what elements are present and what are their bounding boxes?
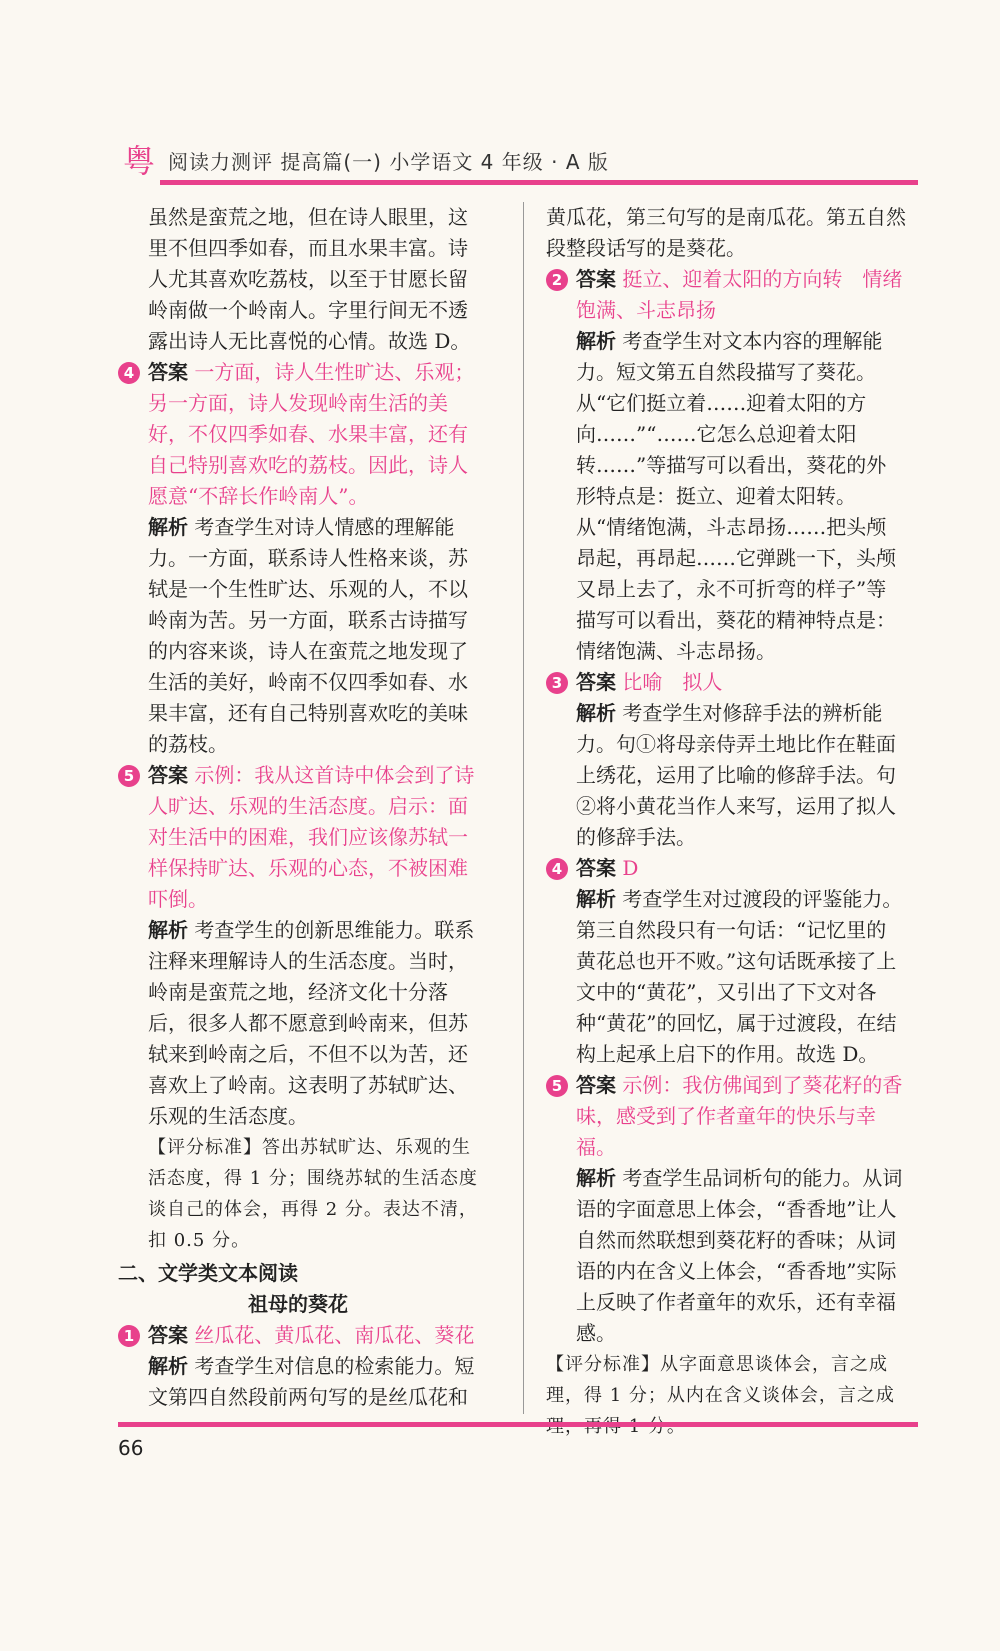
analysis-text: 考查学生对修辞手法的辨析能力。句①将母亲侍弄土地比作在鞋面上绣花，运用了比喻的修辞手法。句②将小黄花当作人来写，运用了拟人的修辞手法。 xyxy=(576,701,896,849)
answer-text: D xyxy=(616,856,639,880)
answer-item-2 xyxy=(546,264,906,667)
analysis-label: 解析 xyxy=(576,1166,616,1190)
analysis-label: 解析 xyxy=(576,329,616,353)
question-number: 5 xyxy=(546,1075,568,1097)
analysis-label: 解析 xyxy=(576,887,616,911)
analysis-label: 解析 xyxy=(576,701,616,725)
answer-text: 比喻 拟人 xyxy=(616,670,723,694)
right-column xyxy=(546,202,906,1442)
question-number: 3 xyxy=(546,672,568,694)
paragraph: 虽然是蛮荒之地，但在诗人眼里，这里不但四季如春，而且水果丰富。诗人尤其喜欢吃荔枝，以至于甘愿长留岭南做一个岭南人。字里行间无不透露出诗人无比喜悦的心情。故选 D。 xyxy=(148,205,471,353)
analysis-text: 考查学生对文本内容的理解能力。短文第五自然段描写了葵花。从“它们挺立着……迎着太阳的方向……”“……它怎么总迎着太阳转……”等描写可以看出，葵花的外形特点是：挺立、迎着太阳转。从“情绪饱满，斗志昂扬……把头颅昂起，再昂起……它弹跳一下，头颅又昂上去了，永不可折弯的样子”等描写可以看出，葵花的精神特点是：情绪饱满、斗志昂扬。 xyxy=(576,329,896,663)
answer-text: 示例：我从这首诗中体会到了诗人旷达、乐观的生活态度。启示：面对生活中的困难，我们应该像苏轼一样保持旷达、乐观的心态，不被困难吓倒。 xyxy=(148,763,475,911)
scoring-note: 【评分标准】从字面意思谈体会，言之成理，得 1 分；从内在含义谈体会，言之成 xyxy=(546,1354,895,1406)
answer-item-4 xyxy=(546,853,906,1070)
publisher-logo: 粤 xyxy=(122,142,155,180)
analysis-text: 考查学生的创新思维能力。联系注释来理解诗人的生活态度。当时，岭南是蛮荒之地，经济文化十分落后，很多人都不愿意到岭南来，但苏轼来到岭南之后，不但不以为苦，还喜欢上了岭南。这表明了苏轼旷达、乐观的生活态度。 xyxy=(148,918,475,1128)
page-header xyxy=(118,140,918,186)
answer-label: 答案 xyxy=(148,360,188,384)
answer-label: 答案 xyxy=(576,670,616,694)
header-title: 阅读力测评 提高篇(一) 小学语文 4 年级 · A 版 xyxy=(168,150,609,174)
analysis-text: 考查学生品词析句的能力。从词语的字面意思上体会，“香香地”让人自然而然联想到葵花籽的香味；从词语的内在含义上体会，“香香地”实际上反映了作者童年的欢乐，还有幸福感。 xyxy=(576,1166,903,1345)
analysis-label: 解析 xyxy=(148,515,188,539)
answer-label: 答案 xyxy=(576,1073,616,1097)
answer-item-3 xyxy=(546,667,906,853)
question-number: 4 xyxy=(546,858,568,880)
answer-item-1 xyxy=(118,1320,478,1413)
answer-text: 一方面，诗人生性旷达、乐观；另一方面，诗人发现岭南生活的美好，不仅四季如春、水果丰富，还有自己特别喜欢吃的荔枝。因此，诗人愿意“不辞长作岭南人”。 xyxy=(148,360,475,508)
answer-item-5 xyxy=(546,1070,906,1349)
analysis-text: 考查学生对诗人情感的理解能力。一方面，联系诗人性格来谈，苏轼是一个生性旷达、乐观的人，不以岭南为苦。另一方面，联系古诗描写的内容来谈，诗人在蛮荒之地发现了生活的美好，岭南不仅四季如春、水果丰富，还有自己特别喜欢吃的美味的荔枝。 xyxy=(148,515,468,756)
section-heading: 二、文学类文本阅读 xyxy=(118,1261,298,1285)
answer-text: 丝瓜花、黄瓜花、南瓜花、葵花 xyxy=(188,1323,475,1347)
analysis-text: 考查学生对信息的检索能力。短文第四自然段前两句写的是丝瓜花和 xyxy=(148,1354,475,1409)
answer-item-5 xyxy=(118,760,478,1256)
answer-label: 答案 xyxy=(576,267,616,291)
question-number: 1 xyxy=(118,1325,140,1347)
paragraph: 黄瓜花，第三句写的是南瓜花。第五自然段整段话写的是葵花。 xyxy=(546,205,906,260)
analysis-text: 考查学生对过渡段的评鉴能力。第三自然段只有一句话：“记忆里的黄花总也开不败。”这句话既承接了上文中的“黄花”，又引出了下文对各种“黄花”的回忆，属于过渡段，在结构上起承上启下的作用。故选 D。 xyxy=(576,887,903,1066)
left-column xyxy=(118,202,478,1413)
scoring-note: 【评分标准】答出苏轼旷达、乐观的生活态度，得 1 分；围绕苏轼的生活态度谈自己的体会，再得 2 分。表达不清，扣 0.5 分。 xyxy=(148,1137,478,1251)
page-number: 66 xyxy=(118,1436,144,1460)
answer-label: 答案 xyxy=(148,763,188,787)
footer-rule xyxy=(118,1422,918,1427)
answer-item-4 xyxy=(118,357,478,760)
answer-label: 答案 xyxy=(148,1323,188,1347)
question-number: 4 xyxy=(118,362,140,384)
analysis-label: 解析 xyxy=(148,1354,188,1378)
answer-text: 示例：我仿佛闻到了葵花籽的香味，感受到了作者童年的快乐与幸福。 xyxy=(576,1073,903,1159)
question-number: 2 xyxy=(546,269,568,291)
question-number: 5 xyxy=(118,765,140,787)
answer-label: 答案 xyxy=(576,856,616,880)
passage-title: 祖母的葵花 xyxy=(248,1292,348,1316)
column-divider xyxy=(523,202,524,1414)
header-rule xyxy=(160,180,918,185)
analysis-label: 解析 xyxy=(148,918,188,942)
answer-text: 挺立、迎着太阳的方向转 情绪饱满、斗志昂扬 xyxy=(576,267,903,322)
